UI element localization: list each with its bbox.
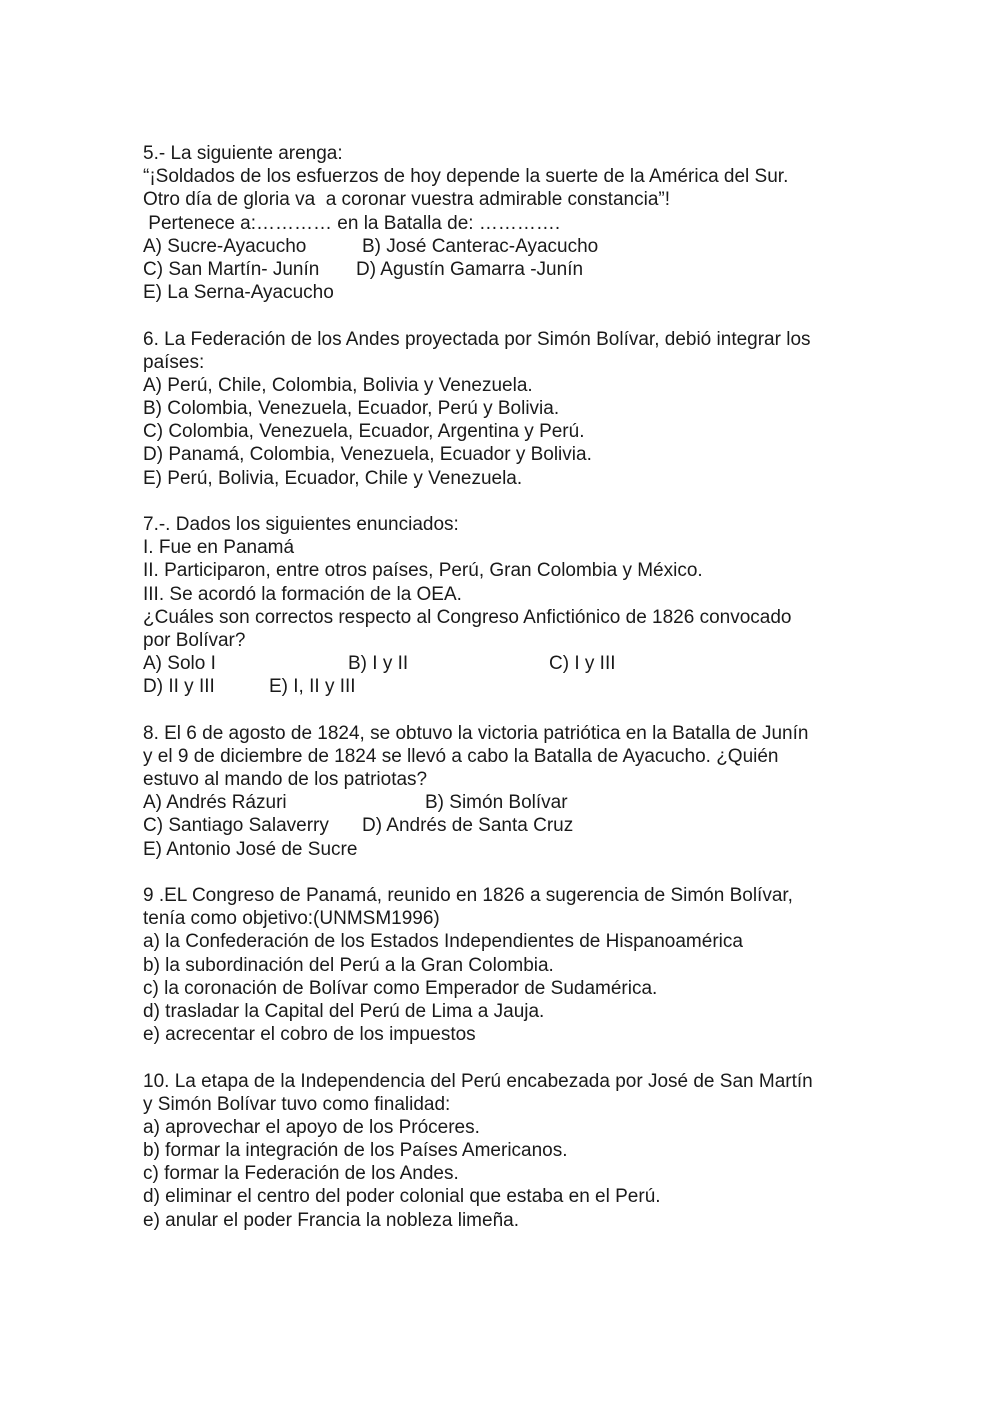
option-d: D) II y III — [143, 676, 215, 698]
option-b: B) I y II — [348, 653, 409, 675]
question-5 — [143, 142, 863, 304]
option-b: b) la subordinación del Perú a la Gran Colombia. — [143, 954, 554, 976]
option-d: d) trasladar la Capital del Perú de Lima a Jauja. — [143, 1000, 545, 1022]
option-a: a) la Confederación de los Estados Independientes de Hispanoamérica — [143, 931, 743, 953]
option-d: d) eliminar el centro del poder colonial que estaba en el Perú. — [143, 1186, 661, 1208]
option-a: A) Solo I — [143, 653, 216, 675]
question-10-title-line-1: 10. La etapa de la Independencia del Perú encabezada por José de San Martín — [143, 1070, 813, 1092]
option-e: E) La Serna-Ayacucho — [143, 282, 334, 304]
option-e: e) anular el poder Francia la nobleza limeña. — [143, 1209, 519, 1231]
option-e: e) acrecentar el cobro de los impuestos — [143, 1024, 476, 1046]
question-5-options-row-2 — [143, 258, 863, 281]
question-8-title-line-2: y el 9 de diciembre de 1824 se llevó a cabo la Batalla de Ayacucho. ¿Quién — [143, 745, 779, 767]
statement-ii: II. Participaron, entre otros países, Perú, Gran Colombia y México. — [143, 560, 703, 582]
option-a: A) Andrés Rázuri — [143, 792, 287, 814]
option-b: B) José Canterac-Ayacucho — [362, 235, 599, 257]
option-e: E) Perú, Bolivia, Ecuador, Chile y Venezuela. — [143, 467, 523, 489]
question-5-options-row-1 — [143, 235, 863, 258]
option-b: B) Simón Bolívar — [425, 792, 568, 814]
question-7-question-line-1: ¿Cuáles son correctos respecto al Congreso Anfictiónico de 1826 convocado — [143, 606, 792, 628]
option-b: B) Colombia, Venezuela, Ecuador, Perú y Bolivia. — [143, 398, 560, 420]
question-8-options-row-2 — [143, 814, 863, 837]
question-8-title-line-3: estuvo al mando de los patriotas? — [143, 769, 428, 791]
question-8-options-row-1 — [143, 791, 863, 814]
question-7 — [143, 513, 863, 699]
question-7-title: 7.-. Dados los siguientes enunciados: — [143, 514, 459, 535]
option-e: E) Antonio José de Sucre — [143, 838, 358, 860]
question-9-title-line-2: tenía como objetivo:(UNMSM1996) — [143, 908, 440, 930]
question-6-title-line-1: 6. La Federación de los Andes proyectada por Simón Bolívar, debió integrar los — [143, 328, 811, 350]
question-5-quote-line-1: “¡Soldados de los esfuerzos de hoy depende la suerte de la América del Sur. — [143, 166, 789, 188]
question-10-title-line-2: y Simón Bolívar tuvo como finalidad: — [143, 1093, 451, 1115]
question-9-title-line-1: 9 .EL Congreso de Panamá, reunido en 1826 a sugerencia de Simón Bolívar, — [143, 885, 793, 906]
option-a: A) Sucre-Ayacucho — [143, 235, 307, 257]
option-c: c) formar la Federación de los Andes. — [143, 1163, 459, 1185]
question-6 — [143, 328, 863, 490]
option-a: A) Perú, Chile, Colombia, Bolivia y Venezuela. — [143, 374, 533, 396]
option-c: C) Santiago Salaverry — [143, 815, 329, 837]
option-d: D) Andrés de Santa Cruz — [362, 815, 574, 837]
option-a: a) aprovechar el apoyo de los Próceres. — [143, 1116, 480, 1138]
question-7-options-row-1 — [143, 652, 863, 675]
question-5-quote-line-2: Otro día de gloria va a coronar vuestra admirable constancia”! — [143, 189, 670, 211]
question-5-prompt: Pertenece a:………… en la Batalla de: …………. — [143, 212, 561, 234]
question-7-options-row-2 — [143, 675, 863, 698]
question-9 — [143, 884, 863, 1046]
option-d: D) Agustín Gamarra -Junín — [356, 258, 584, 280]
question-5-title: 5.- La siguiente arenga: — [143, 143, 343, 164]
option-b: b) formar la integración de los Países Americanos. — [143, 1140, 568, 1162]
option-d: D) Panamá, Colombia, Venezuela, Ecuador y Bolivia. — [143, 444, 592, 466]
option-c: C) Colombia, Venezuela, Ecuador, Argentina y Perú. — [143, 421, 585, 443]
option-e: E) I, II y III — [269, 676, 356, 698]
statement-iii: III. Se acordó la formación de la OEA. — [143, 583, 462, 605]
question-10 — [143, 1070, 863, 1232]
option-c: C) I y III — [549, 653, 616, 675]
question-6-title-line-2: países: — [143, 351, 205, 373]
statement-i: I. Fue en Panamá — [143, 537, 295, 559]
option-c: c) la coronación de Bolívar como Emperador de Sudamérica. — [143, 977, 658, 999]
document-page — [143, 142, 863, 1232]
question-8 — [143, 722, 863, 861]
question-7-question-line-2: por Bolívar? — [143, 629, 246, 651]
option-c: C) San Martín- Junín — [143, 258, 320, 280]
question-8-title-line-1: 8. El 6 de agosto de 1824, se obtuvo la victoria patriótica en la Batalla de Junín — [143, 722, 809, 744]
